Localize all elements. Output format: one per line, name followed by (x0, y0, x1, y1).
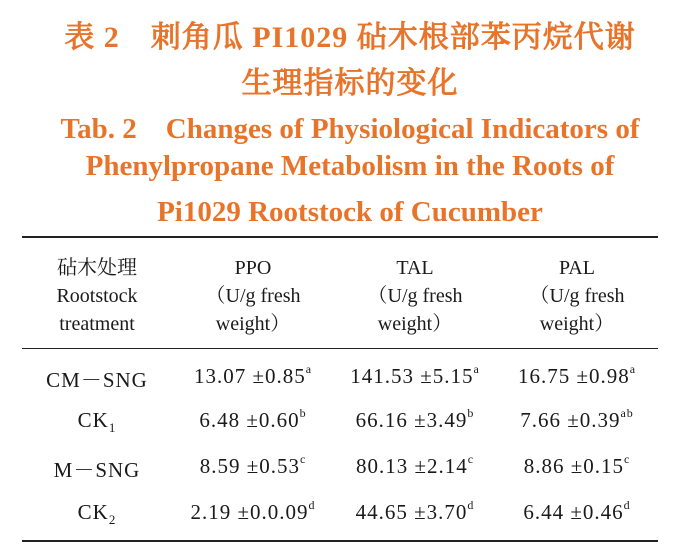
table-title-zh-line2: 生理指标的变化 (241, 67, 459, 100)
header-treatment-en1: Rootstock (56, 285, 138, 307)
table-top-rule (22, 236, 658, 238)
header-treatment (22, 254, 172, 338)
header-tal (334, 254, 496, 338)
table-row-1-treatment: CM－SNG (46, 368, 148, 392)
table-bottom-rule (22, 540, 658, 542)
table-row-3-treatment: M－SNG (53, 458, 141, 482)
table-row-2-treatment: $CK_1$ (77, 408, 117, 436)
header-pal-unit1: （U/g fresh (529, 285, 625, 307)
table-row-3-ppo: 8.59 ±0.53$^c$ (199, 452, 307, 478)
header-tal-name: TAL (396, 257, 434, 279)
table-row-2-pal: 7.66 ±0.39$^{ab}$ (520, 406, 634, 432)
table-title-en-line3: Pi1029 Rootstock of Cucumber (157, 196, 543, 228)
table-title-en-line2: Phenylpropane Metabolism in the Roots of (85, 150, 615, 182)
table-title-zh-line1: 表 2 刺角瓜 PI1029 砧木根部苯丙烷代谢 (64, 21, 636, 54)
table-row-4-treatment: $CK_2$ (77, 500, 117, 528)
header-treatment-zh: 砧木处理 (57, 257, 137, 279)
table-row-3-pal: 8.86 ±0.15$^c$ (523, 452, 631, 478)
header-pal-name: PAL (559, 257, 595, 279)
header-ppo-unit2: weight） (215, 313, 291, 335)
table-row-1-ppo: 13.07 ±0.85$^a$ (193, 362, 313, 388)
table-row-4-tal: 44.65 ±3.70$^d$ (355, 498, 475, 524)
header-tal-unit2: weight） (377, 313, 453, 335)
header-ppo-unit1: （U/g fresh (205, 285, 301, 307)
table-row-1-tal: 141.53 ±5.15$^a$ (350, 362, 480, 388)
header-treatment-en2: treatment (59, 313, 135, 335)
header-pal-unit2: weight） (539, 313, 615, 335)
table-row-2-ppo: 6.48 ±0.60$^b$ (199, 406, 307, 432)
table-row-3-tal: 80.13 ±2.14$^c$ (355, 452, 475, 478)
table-header-rule (22, 348, 658, 349)
table-row-4-pal: 6.44 ±0.46$^d$ (523, 498, 631, 524)
header-pal (496, 254, 658, 338)
header-tal-unit1: （U/g fresh (367, 285, 463, 307)
header-ppo (172, 254, 334, 338)
table-row-4-ppo: 2.19 ±0.0.09$^d$ (190, 498, 316, 524)
header-ppo-name: PPO (234, 257, 272, 279)
table-row-2-tal: 66.16 ±3.49$^b$ (355, 406, 475, 432)
table-title-en-line1: Tab. 2 Changes of Physiological Indicators of (60, 113, 640, 145)
table-row-1-pal: 16.75 ±0.98$^a$ (517, 362, 637, 388)
